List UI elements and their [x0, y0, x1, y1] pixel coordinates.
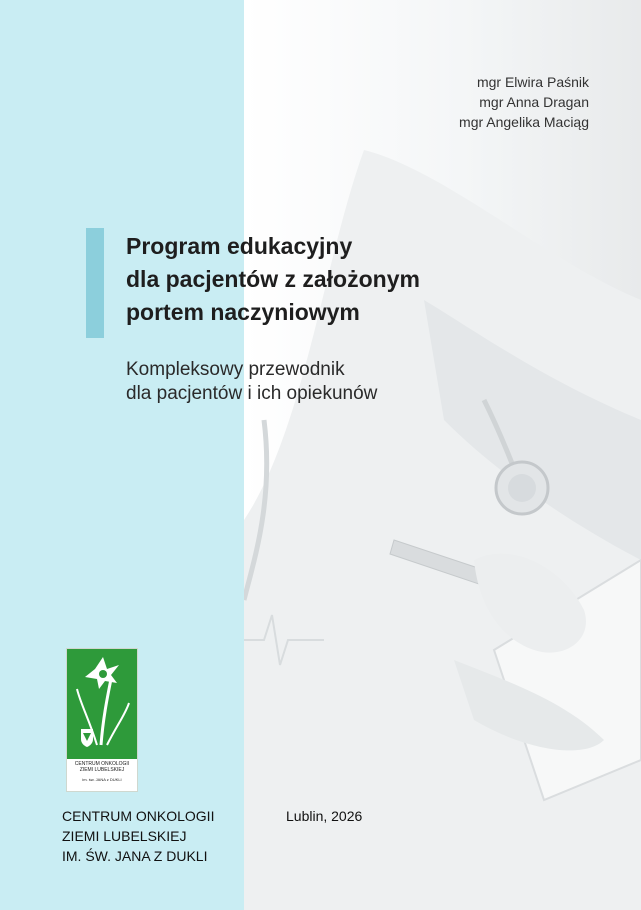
logo-text-line: CENTRUM ONKOLOGII — [74, 761, 130, 767]
institution-logo — [66, 648, 138, 792]
subtitle-line: Kompleksowy przewodnik — [126, 359, 345, 380]
logo-text — [67, 761, 137, 773]
subtitle-line: dla pacjentów i ich opiekunów — [126, 383, 378, 404]
title-line: portem naczyniowym — [126, 299, 360, 325]
authors-list — [459, 72, 589, 132]
author-name: mgr Anna Dragan — [479, 94, 589, 110]
author-name: mgr Elwira Paśnik — [476, 74, 589, 90]
title-line: Program edukacyjny — [126, 233, 353, 259]
logo-text-line: ZIEMI LUBELSKIEJ — [79, 767, 125, 773]
institution-name — [62, 806, 214, 866]
daffodil-logo-icon — [67, 649, 137, 759]
document-subtitle — [126, 358, 546, 406]
place-and-date: Lublin, 2026 — [286, 808, 363, 824]
institution-line: ZIEMI LUBELSKIEJ — [62, 828, 187, 844]
title-accent-bar — [86, 228, 104, 338]
institution-line: CENTRUM ONKOLOGII — [62, 808, 215, 824]
doctor-hands-illustration — [244, 0, 641, 910]
institution-line: IM. ŚW. JANA Z DUKLI — [62, 848, 208, 864]
author-name: mgr Angelika Maciąg — [459, 114, 589, 130]
medical-background-photo — [244, 0, 641, 910]
logo-small-text: im. św. JANA z DUKLI — [82, 777, 122, 782]
document-title — [126, 230, 566, 329]
title-line: dla pacjentów z założonym — [126, 266, 420, 292]
